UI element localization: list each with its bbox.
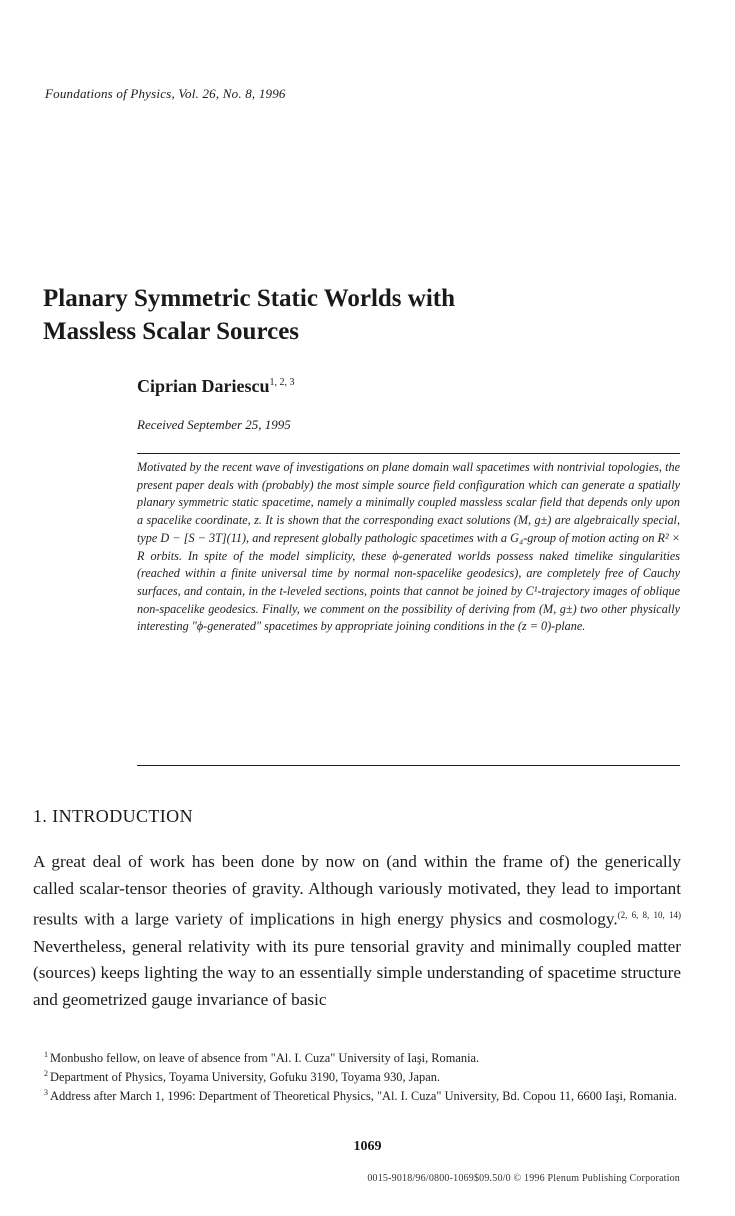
footnote-mark: 2 bbox=[44, 1069, 48, 1078]
author-text: Ciprian Dariescu bbox=[137, 376, 270, 396]
footnote-text: Department of Physics, Toyama University, Gofuku 3190, Toyama 930, Japan. bbox=[50, 1070, 440, 1085]
citation-marks: (2, 6, 8, 10, 14) bbox=[617, 910, 681, 921]
abstract-top-rule bbox=[137, 453, 680, 454]
author-name bbox=[137, 376, 295, 397]
abstract: Motivated by the recent wave of investigations on plane domain wall spacetimes with nontrivial topologies, the present paper deals with (probably) the most simple source field configuration which can generate a spatially planary symmetric static spacetime, namely a minimally coupled massless scalar field that depends only upon a spacelike coordinate, z. It is shown that the corresponding exact solutions (M, g±) are algebraically special, type D − [S − 3T](11), and represent globally pathologic spacetimes with a G₄-group of motion acting on R² × R orbits. In spite of the model simplicity, these ϕ-generated worlds possess naked timelike singularities (reached within a finite universal time by normal non-spacelike geodesics), are completely free of Cauchy surfaces, and contain, in the t-leveled sections, points that cannot be joined by C¹-trajectory images of oblique non-spacelike geodesics. Finally, we comment on the possibility of deriving from (M, g±) two other physically interesting "ϕ-generated" spacetimes by appropriate joining conditions in the (z = 0)-plane. bbox=[137, 460, 680, 634]
section-heading: 1. INTRODUCTION bbox=[33, 806, 193, 826]
intro-text-2: Nevertheless, general relativity with its pure tensorial gravity and minimally coupled matter (sources) keeps lighting the way to an essentially simple understanding of spacetime structure and geometrized gauge invariance of basic bbox=[33, 936, 681, 1009]
author-affiliation-marks: 1, 2, 3 bbox=[269, 377, 295, 388]
footnote-mark: 3 bbox=[44, 1088, 48, 1097]
paper-title bbox=[43, 282, 643, 348]
copyright-line: 0015-9018/96/0800-1069$09.50/0 © 1996 Plenum Publishing Corporation bbox=[367, 1173, 680, 1184]
journal-citation: Foundations of Physics, Vol. 26, No. 8, 1996 bbox=[45, 86, 286, 101]
intro-text-1: A great deal of work has been done by now on (and within the frame of) the generically called scalar-tensor theories of gravity. Although variously motivated, they lead to important results with a large variety of implications in high energy physics and cosmology. bbox=[33, 852, 681, 929]
footnote-text: Address after March 1, 1996: Department of Theoretical Physics, "Al. I. Cuza" University, Bd. Copou 11, 6600 Iaşi, Romania. bbox=[50, 1089, 677, 1104]
footnote-text: Monbusho fellow, on leave of absence from "Al. I. Cuza" University of Iaşi, Romania. bbox=[50, 1051, 480, 1066]
title-line-2: Massless Scalar Sources bbox=[43, 318, 300, 345]
page-number: 1069 bbox=[353, 1139, 382, 1154]
intro-paragraph bbox=[33, 849, 681, 1013]
abstract-bottom-rule bbox=[137, 765, 680, 766]
received-date: Received September 25, 1995 bbox=[137, 417, 291, 432]
title-line-1: Planary Symmetric Static Worlds with bbox=[43, 285, 455, 312]
footnote-3 bbox=[44, 1084, 680, 1106]
footnote-mark: 1 bbox=[44, 1050, 48, 1059]
